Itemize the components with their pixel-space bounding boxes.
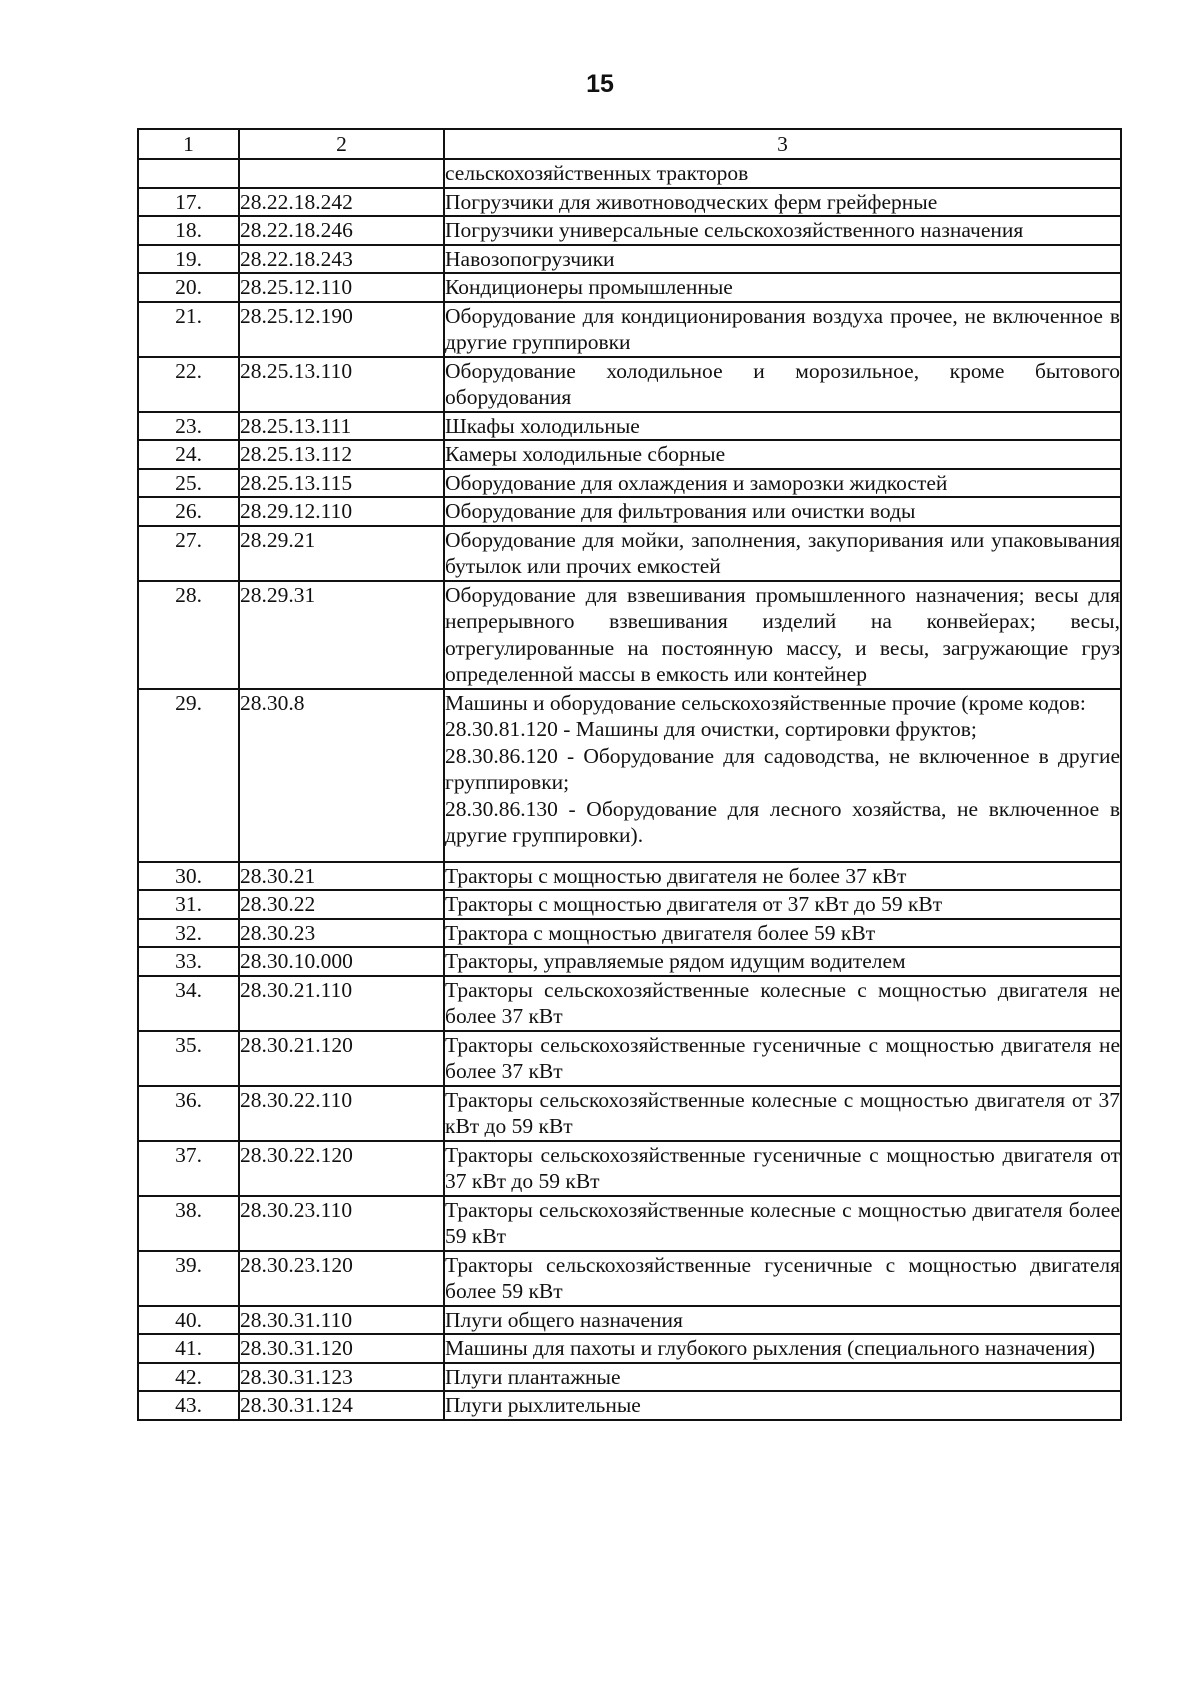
table-row: [138, 1141, 1121, 1196]
row-code: 28.25.12.110: [239, 273, 444, 302]
table-row: [138, 947, 1121, 976]
table-row: [138, 976, 1121, 1031]
row-number: 22.: [138, 357, 239, 412]
row-code: 28.25.13.112: [239, 440, 444, 469]
table-row: [138, 302, 1121, 357]
row-code: 28.30.23.120: [239, 1251, 444, 1306]
row-number: 41.: [138, 1334, 239, 1363]
table-row: [138, 1391, 1121, 1420]
row-number: 39.: [138, 1251, 239, 1306]
row-description: Оборудование для кондиционирования воздуха прочее, не включенное в другие группировки: [444, 302, 1121, 357]
row-number: 31.: [138, 890, 239, 919]
row-number: 23.: [138, 412, 239, 441]
table-row: [138, 890, 1121, 919]
row-code: 28.25.13.115: [239, 469, 444, 498]
table-row: [138, 526, 1121, 581]
row-code: 28.30.21: [239, 862, 444, 891]
table-row: [138, 1334, 1121, 1363]
table-row: [138, 1363, 1121, 1392]
row-description: Тракторы сельскохозяйственные гусеничные с мощностью двигателя не более 37 кВт: [444, 1031, 1121, 1086]
row-number: 33.: [138, 947, 239, 976]
row-number: 34.: [138, 976, 239, 1031]
row-code: 28.29.12.110: [239, 497, 444, 526]
row-description: Оборудование для охлаждения и заморозки жидкостей: [444, 469, 1121, 498]
row-description: Шкафы холодильные: [444, 412, 1121, 441]
row-number: 20.: [138, 273, 239, 302]
row-number: 26.: [138, 497, 239, 526]
row-code: 28.30.22: [239, 890, 444, 919]
table-row: [138, 440, 1121, 469]
row-description: Погрузчики для животноводческих ферм грейферные: [444, 188, 1121, 217]
row-description: Тракторы, управляемые рядом идущим водителем: [444, 947, 1121, 976]
row-code: 28.25.13.110: [239, 357, 444, 412]
equipment-code-table: [137, 128, 1122, 1421]
row-number: 40.: [138, 1306, 239, 1335]
row-code: 28.30.10.000: [239, 947, 444, 976]
table-row: [138, 1251, 1121, 1306]
table-row: [138, 273, 1121, 302]
description-paragraph: 28.30.81.120 - Машины для очистки, сортировки фруктов;: [445, 717, 977, 741]
table-row: [138, 412, 1121, 441]
row-code: 28.22.18.243: [239, 245, 444, 274]
row-description: Кондиционеры промышленные: [444, 273, 1121, 302]
row-number: 43.: [138, 1391, 239, 1420]
row-description: Тракторы с мощностью двигателя не более 37 кВт: [444, 862, 1121, 891]
row-number: 30.: [138, 862, 239, 891]
row-description: Камеры холодильные сборные: [444, 440, 1121, 469]
row-code: 28.25.12.190: [239, 302, 444, 357]
table-row: [138, 919, 1121, 948]
row-description: [444, 689, 1121, 862]
row-code: 28.30.22.120: [239, 1141, 444, 1196]
row-number: 35.: [138, 1031, 239, 1086]
table-row: [138, 216, 1121, 245]
table-row: [138, 581, 1121, 689]
row-number: 32.: [138, 919, 239, 948]
row-code: 28.29.31: [239, 581, 444, 689]
row-number: 25.: [138, 469, 239, 498]
row-code: [239, 159, 444, 188]
row-number: 19.: [138, 245, 239, 274]
row-description: сельскохозяйственных тракторов: [444, 159, 1121, 188]
row-code: 28.22.18.242: [239, 188, 444, 217]
row-number: 21.: [138, 302, 239, 357]
row-description: Оборудование для взвешивания промышленного назначения; весы для непрерывного взвешивания изделий на конвейерах; весы, отрегулированные на постоянную массу, и весы, загружающие груз определенной массы в емкость или контейнер: [444, 581, 1121, 689]
row-description: Трактора с мощностью двигателя более 59 кВт: [444, 919, 1121, 948]
row-description: Плуги рыхлительные: [444, 1391, 1121, 1420]
table-row: [138, 1306, 1121, 1335]
row-description: Плуги плантажные: [444, 1363, 1121, 1392]
row-description: Тракторы сельскохозяйственные гусеничные с мощностью двигателя от 37 кВт до 59 кВт: [444, 1141, 1121, 1196]
row-number: 36.: [138, 1086, 239, 1141]
row-number: 38.: [138, 1196, 239, 1251]
row-number: 27.: [138, 526, 239, 581]
row-description: Тракторы сельскохозяйственные колесные с мощностью двигателя от 37 кВт до 59 кВт: [444, 1086, 1121, 1141]
row-description: Тракторы с мощностью двигателя от 37 кВт до 59 кВт: [444, 890, 1121, 919]
table-row: [138, 862, 1121, 891]
row-code: 28.29.21: [239, 526, 444, 581]
header-col-2: 2: [239, 129, 444, 159]
row-code: 28.30.8: [239, 689, 444, 862]
table-row: [138, 159, 1121, 188]
row-code: 28.30.21.110: [239, 976, 444, 1031]
row-code: 28.30.21.120: [239, 1031, 444, 1086]
row-number: 17.: [138, 188, 239, 217]
row-description: Тракторы сельскохозяйственные гусеничные с мощностью двигателя более 59 кВт: [444, 1251, 1121, 1306]
row-number: 18.: [138, 216, 239, 245]
row-number: 42.: [138, 1363, 239, 1392]
table-row: [138, 357, 1121, 412]
row-number: 37.: [138, 1141, 239, 1196]
row-description: Оборудование холодильное и морозильное, кроме бытового оборудования: [444, 357, 1121, 412]
row-code: 28.22.18.246: [239, 216, 444, 245]
description-paragraph: 28.30.86.130 - Оборудование для лесного хозяйства, не включенное в другие группировки).: [445, 796, 1120, 847]
header-col-3: 3: [444, 129, 1121, 159]
description-paragraph: 28.30.86.120 - Оборудование для садоводства, не включенное в другие группировки;: [445, 743, 1120, 794]
row-description: Оборудование для фильтрования или очистки воды: [444, 497, 1121, 526]
header-col-1: 1: [138, 129, 239, 159]
table-row: [138, 1196, 1121, 1251]
row-description: Тракторы сельскохозяйственные колесные с мощностью двигателя не более 37 кВт: [444, 976, 1121, 1031]
row-number: 24.: [138, 440, 239, 469]
table-row: [138, 497, 1121, 526]
table-row: [138, 689, 1121, 862]
row-code: 28.30.22.110: [239, 1086, 444, 1141]
table-row: [138, 1031, 1121, 1086]
table-row: [138, 188, 1121, 217]
row-code: 28.30.31.110: [239, 1306, 444, 1335]
row-code: 28.25.13.111: [239, 412, 444, 441]
row-number: 28.: [138, 581, 239, 689]
row-description: Тракторы сельскохозяйственные колесные с мощностью двигателя более 59 кВт: [444, 1196, 1121, 1251]
table-row: [138, 245, 1121, 274]
row-number: [138, 159, 239, 188]
row-code: 28.30.31.124: [239, 1391, 444, 1420]
row-description: Погрузчики универсальные сельскохозяйственного назначения: [444, 216, 1121, 245]
description-paragraph: Машины и оборудование сельскохозяйственные прочие (кроме кодов:: [445, 690, 1086, 715]
table-row: [138, 469, 1121, 498]
row-number: 29.: [138, 689, 239, 862]
row-code: 28.30.31.120: [239, 1334, 444, 1363]
row-description: Плуги общего назначения: [444, 1306, 1121, 1335]
row-description: Навозопогрузчики: [444, 245, 1121, 274]
table-header-row: [138, 129, 1121, 159]
row-code: 28.30.23: [239, 919, 444, 948]
row-code: 28.30.23.110: [239, 1196, 444, 1251]
row-description: Оборудование для мойки, заполнения, закупоривания или упаковывания бутылок или прочих емкостей: [444, 526, 1121, 581]
page-number: 15: [586, 70, 614, 98]
table-row: [138, 1086, 1121, 1141]
row-code: 28.30.31.123: [239, 1363, 444, 1392]
row-description: Машины для пахоты и глубокого рыхления (специального назначения): [444, 1334, 1121, 1363]
